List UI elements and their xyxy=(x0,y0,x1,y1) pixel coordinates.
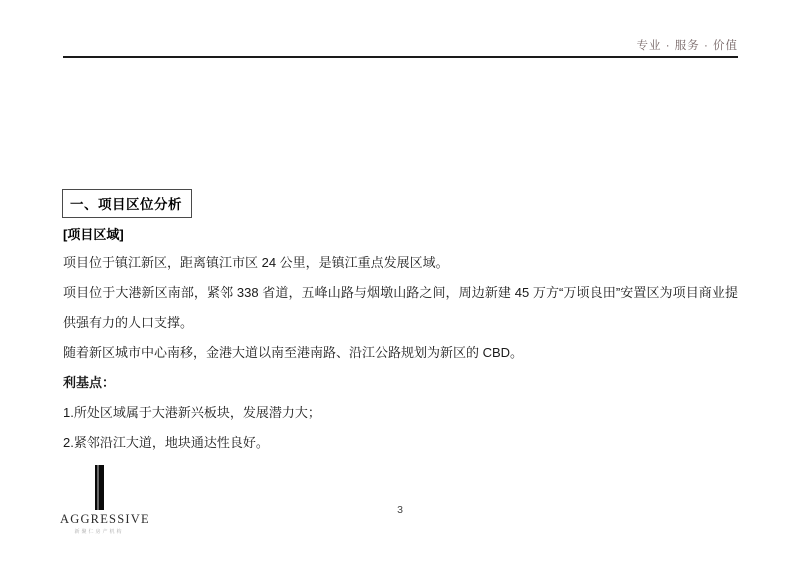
page-number: 3 xyxy=(397,504,403,516)
paragraph: 项目位于镇江新区，距离镇江市区 24 公里，是镇江重点发展区域。 xyxy=(63,255,449,270)
paragraph: 随着新区城市中心南移，金港大道以南至港南路、沿江公路规划为新区的 CBD。 xyxy=(63,345,524,360)
logo-brand-subtext: 新聚仁房产机构 xyxy=(74,529,124,535)
region-label: [项目区域] xyxy=(63,227,124,242)
paragraph: 项目位于大港新区南部，紧邻 338 省道，五峰山路与烟墩山路之间，周边新建 45 万方“万顷良田”安置区为项目商业提供强有力的人口支撑。 xyxy=(63,285,738,330)
header-slogan: 专业 · 服务 · 价值 xyxy=(636,40,738,52)
section-title: 一、项目区位分析 xyxy=(62,189,192,218)
benefit-item: 2.紧邻沿江大道，地块通达性良好。 xyxy=(63,435,269,450)
benefit-item: 1.所处区域属于大港新兴板块，发展潜力大； xyxy=(63,405,321,420)
header-rule xyxy=(63,56,738,58)
benefits-label: 利基点： xyxy=(63,375,116,390)
company-logo xyxy=(60,465,150,535)
body-content xyxy=(63,222,738,458)
logo-brand-text: AGGRESSIVE xyxy=(60,512,150,526)
